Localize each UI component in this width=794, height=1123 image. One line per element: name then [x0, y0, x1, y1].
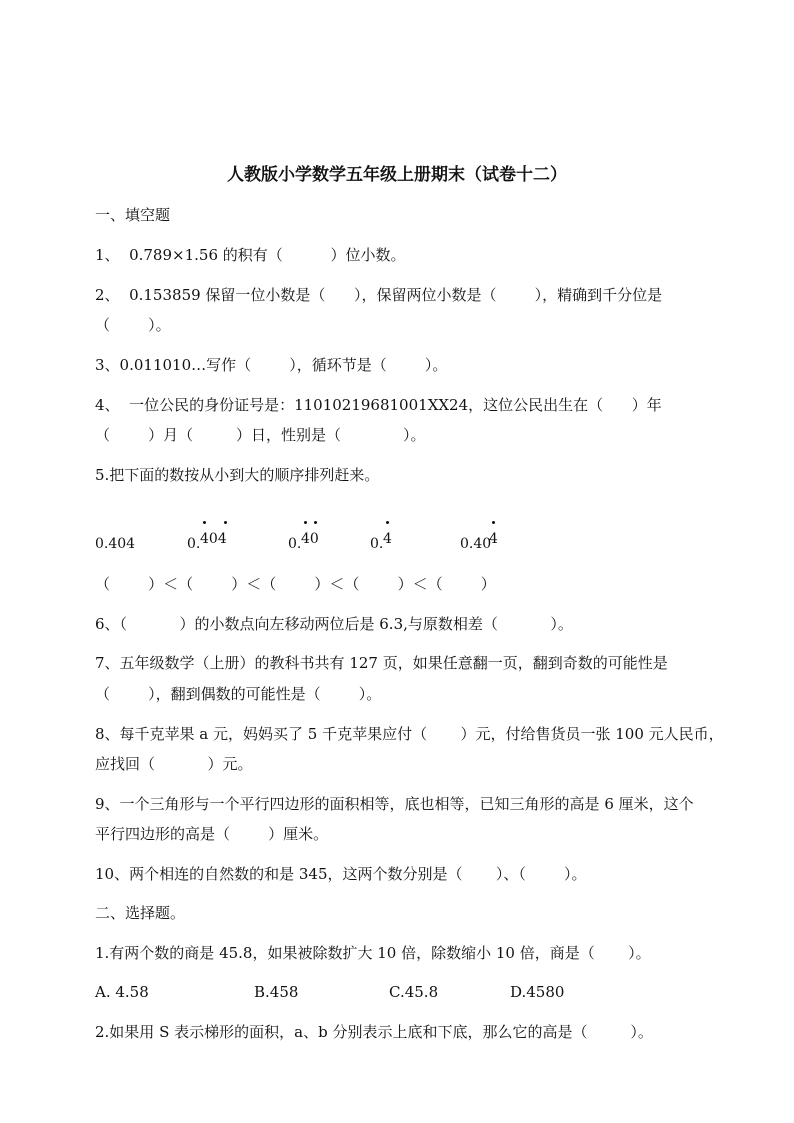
question-5-ordering: （ ）＜（ ）＜（ ）＜（ ）＜（ ）: [95, 575, 496, 593]
question-10: 10、两个相连的自然数的和是 345，这两个数分别是（ ）、（ ）。: [95, 865, 587, 883]
page-title: 人教版小学数学五年级上册期末（试卷十二）: [227, 165, 567, 185]
option-a: A. 4.58: [95, 983, 149, 1001]
question-7-line-2: （ ），翻到偶数的可能性是（ ）。: [95, 685, 382, 703]
repeat-dot: [386, 521, 389, 524]
q5-number-5-repeat: 4: [489, 531, 498, 547]
q5-number-4-int: 0.: [370, 536, 384, 552]
repeat-dot: [224, 521, 227, 524]
question-6: 6、（ ）的小数点向左移动两位后是 6.3,与原数相差（ ）。: [95, 615, 573, 633]
repeat-dot: [492, 521, 495, 524]
mc-question-1: 1.有两个数的商是 45.8，如果被除数扩大 10 倍，除数缩小 10 倍，商是（ ）。: [95, 944, 651, 962]
question-2-line-2: （ ）。: [95, 316, 171, 334]
repeat-dot: [304, 521, 307, 524]
repeat-dot: [203, 521, 206, 524]
q5-number-3-repeat: 40: [301, 531, 319, 547]
q5-number-1: 0.404: [95, 536, 136, 552]
question-8-line-2: 应找回（ ）元。: [95, 755, 253, 773]
question-5: 5.把下面的数按从小到大的顺序排列赶来。: [95, 466, 380, 484]
question-2-line-1: 2、 0.153859 保留一位小数是（ ），保留两位小数是（ ），精确到千分位是: [95, 286, 663, 304]
q5-number-5-int: 0.40: [460, 536, 492, 552]
q5-number-4-repeat: 4: [383, 531, 392, 547]
section-heading-multiple-choice: 二、选择题。: [95, 904, 186, 922]
question-3: 3、0.011010…写作（ ），循环节是（ ）。: [95, 356, 448, 374]
question-9-line-2: 平行四边形的高是（ ）厘米。: [95, 825, 329, 843]
question-9-line-1: 9、一个三角形与一个平行四边形的面积相等，底也相等，已知三角形的高是 6 厘米，这个: [95, 795, 694, 813]
section-heading-fill-blank: 一、填空题: [95, 206, 171, 224]
repeat-dot: [314, 521, 317, 524]
question-4-line-2: （ ）月（ ）日，性别是（ ）。: [95, 426, 426, 444]
question-1: 1、 0.789×1.56 的积有（ ）位小数。: [95, 246, 406, 264]
option-c: C.45.8: [389, 983, 439, 1001]
q5-number-3-int: 0.: [288, 536, 302, 552]
option-b: B.458: [254, 983, 299, 1001]
q5-number-2-repeat: 404: [200, 531, 227, 547]
q5-number-2-int: 0.: [187, 536, 201, 552]
question-7-line-1: 7、五年级数学（上册）的教科书共有 127 页，如果任意翻一页，翻到奇数的可能性是: [95, 654, 668, 672]
question-4-line-1: 4、 一位公民的身份证号是：11010219681001XX24，这位公民出生在（ ）年: [95, 396, 662, 414]
option-d: D.4580: [510, 983, 565, 1001]
question-8-line-1: 8、每千克苹果 a 元，妈妈买了 5 千克苹果应付（ ）元，付给售货员一张 100 元人民币，: [95, 725, 724, 743]
mc-question-2: 2.如果用 S 表示梯形的面积，a、b 分别表示上底和下底，那么它的高是（ ）。: [95, 1023, 653, 1041]
